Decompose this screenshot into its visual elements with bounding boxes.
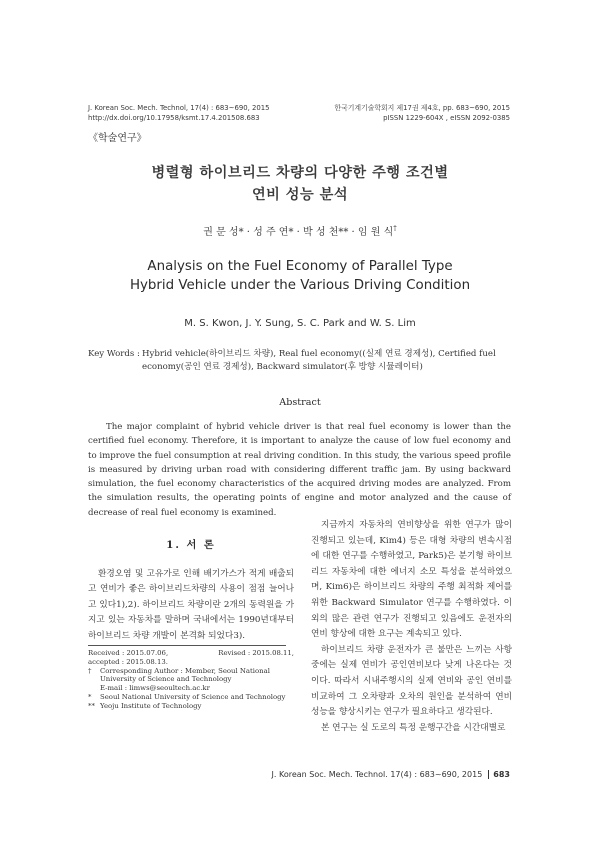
title-korean <box>0 162 600 206</box>
footnote-divider <box>88 645 286 646</box>
author-separator: · <box>293 227 304 238</box>
left-column <box>88 538 294 645</box>
title-korean-line2: 연비 성능 분석 <box>251 187 349 203</box>
received-date: Received : 2015.07.06, <box>88 649 169 657</box>
keywords-text: Hybrid vehicle(하이브리드 차량), Real fuel economy((실제 연료 경제성), Certified fuel economy(공인 연료 경제성), Backward simulator(후 방향 시뮬레이터) <box>142 349 496 372</box>
abstract-heading: Abstract <box>279 397 321 408</box>
corresponding-affiliation: University of Science and Technology <box>100 675 232 684</box>
title-korean-line1: 병렬형 하이브리드 차량의 다양한 주행 조건별 <box>151 165 449 181</box>
author-2: 성 주 연* <box>253 227 294 238</box>
intro-paragraph-1: 환경오염 및 고유가로 인해 배기가스가 적게 배출되고 연비가 좋은 하이브리드차량의 사용이 점점 늘어나고 있다1),2). 하이브리드 차량이란 2개의 동력원을 가지고 있는 자동차를 말하며 국내에서는 1990년대부터 하이브리드 차량 개발이 본격화 되었다3). <box>88 568 294 641</box>
corresponding-author-text: Corresponding Author : Member, Seoul National <box>100 666 270 675</box>
corresponding-email[interactable]: E-mail : limws@seoultech.ac.kr <box>100 684 210 693</box>
title-english <box>0 258 600 295</box>
page-footer <box>272 770 510 779</box>
section-title-introduction: 1. 서 론 <box>166 539 216 551</box>
affiliation-2-text: Yeoju Institute of Technology <box>100 701 202 710</box>
dagger-mark: † <box>88 666 92 675</box>
accepted-date: accepted : 2015.08.13. <box>88 657 168 666</box>
journal-header-right <box>334 104 510 123</box>
intro-paragraph-2: 지금까지 자동차의 연비향상을 위한 연구가 많이 진행되고 있는데, Kim4) 등은 대형 차량의 변속시점에 대한 연구를 수행하였고, Park5)은 분기형 하이브리드 자동차에 대한 에너지 소모 특성을 분석하였으며, Kim6)은 하이브리드 차량의 주행 최적화 제어를 위한 Backward Simulator 연구를 수행하였다. 이외의 많은 관련 연구가 진행되고 있음에도 운전자의 연비 향상에 대한 요구는 계속되고 있다. <box>311 520 512 640</box>
page-number: 683 <box>488 770 510 779</box>
author-1: 권 문 성* <box>203 227 244 238</box>
footnotes <box>88 649 294 711</box>
title-english-line1: Analysis on the Fuel Economy of Parallel Type <box>147 259 453 274</box>
title-english-line2: Hybrid Vehicle under the Various Driving Condition <box>129 277 471 293</box>
affiliation-note-2 <box>88 702 294 711</box>
author-separator: · <box>348 227 358 238</box>
keywords-label: Key Words : <box>88 349 140 359</box>
doi-link[interactable]: http://dx.doi.org/10.17958/ksmt.17.4.201508.683 <box>88 113 260 122</box>
double-asterisk-mark: ** <box>88 701 95 710</box>
asterisk-mark: * <box>88 692 92 701</box>
right-column <box>311 518 512 736</box>
author-separator: · <box>243 227 254 238</box>
authors-korean <box>0 223 600 238</box>
section-tag: 《학술연구》 <box>88 133 147 144</box>
footer-citation: J. Korean Soc. Mech. Technol. 17(4) : 683~690, 2015 <box>271 770 483 779</box>
abstract-body: The major complaint of hybrid vehicle driver is that real fuel economy is lower than the certified fuel economy. Therefore, it is important to analyze the cause of low fuel economy and to improve the fuel consumption at real driving condition. In this study, the various speed profile is measured by driving urban road with considering different traffic jam. By using backward simulation, the fuel economy characteristics of the acquired driving modes are analyzed. From the simulation results, the operating points of engine and motor analyzed and the cause of decrease of real fuel economy is examined. <box>88 422 511 518</box>
intro-paragraph-3: 하이브리드 차량 운전자가 큰 불만은 느끼는 사항 중에는 실제 연비가 공인연비보다 낮게 나온다는 것이다. 따라서 시내주행시의 실제 연비와 공인 연비를 비교하여 그 오차량과 오차의 원인을 분석하여 연비 성능을 향상시키는 연구가 필요하다고 생각된다. <box>311 644 512 718</box>
affiliation-note-1 <box>88 693 294 702</box>
author-3: 박 성 천** <box>303 227 349 238</box>
corresponding-author-note <box>88 667 294 676</box>
journal-citation-ko: 한국기계기술학회지 제17권 제4호, pp. 683~690, 2015 <box>334 104 510 112</box>
journal-citation: J. Korean Soc. Mech. Technol, 17(4) : 683~690, 2015 <box>88 104 270 112</box>
author-4: 임 원 식 <box>357 227 394 238</box>
authors-english: M. S. Kwon, J. Y. Sung, S. C. Park and W. S. Lim <box>184 318 416 329</box>
received-dates <box>88 649 294 658</box>
affiliation-1-text: Seoul National University of Science and Technology <box>100 692 286 701</box>
issn-line: pISSN 1229-604X , eISSN 2092-0385 <box>383 113 510 122</box>
corresponding-mark: † <box>393 224 397 233</box>
intro-paragraph-4: 본 연구는 실 도로의 특정 운행구간을 시간대별로 <box>321 722 506 733</box>
revised-date: Revised : 2015.08.11, <box>218 649 294 657</box>
journal-header-left <box>88 104 270 123</box>
